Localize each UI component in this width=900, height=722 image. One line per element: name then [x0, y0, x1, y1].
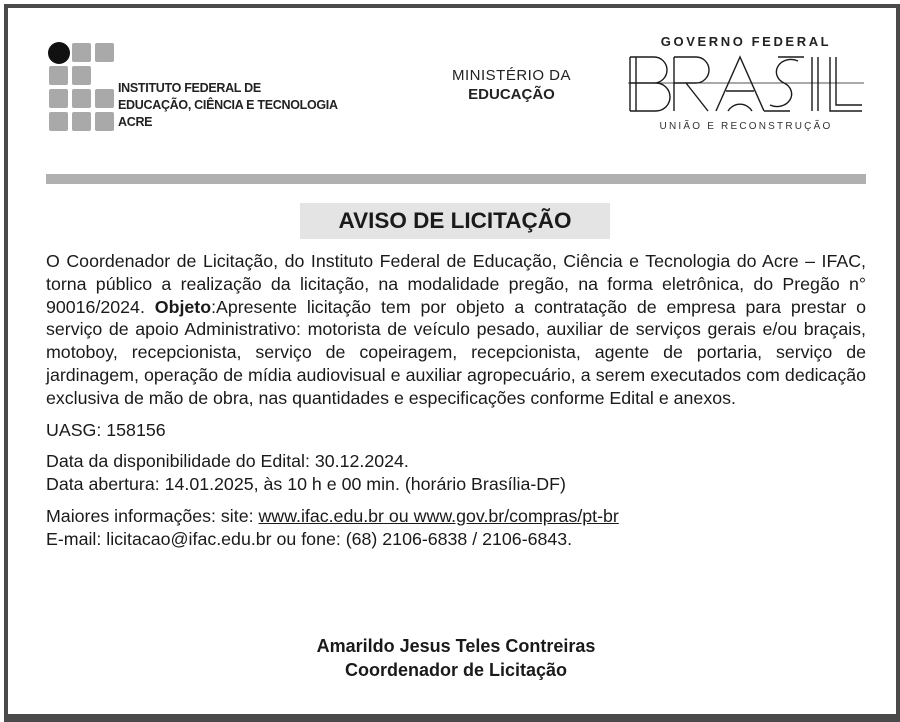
signatory-name: Amarildo Jesus Teles Contreiras	[316, 636, 596, 656]
info-prefix: Maiores informações: site:	[46, 505, 259, 526]
logo-cell	[72, 89, 91, 108]
logo-cell	[95, 89, 114, 108]
uasg-line: UASG: 158156	[46, 419, 166, 440]
gov-top-text: GOVERNO FEDERAL	[660, 34, 832, 49]
ifac-logo	[46, 40, 116, 132]
notice-title: AVISO DE LICITAÇÃO	[300, 203, 610, 239]
ministerio-line1: MINISTÉRIO DA	[452, 67, 572, 84]
email-line: E-mail: licitacao@ifac.edu.br ou fone: (68) 2106-6838 / 2106-6843.	[46, 528, 573, 549]
paragraph-intro: O Coordenador de Licitação, do Instituto Federal de Educação, Ciência e Tecnologia do Acre – IFAC, torna público a realização da licitação, na modalidade pregão, na forma eletrônica, do Pregão n° 90016/2024.	[46, 251, 866, 317]
availability-date-line: Data da disponibilidade do Edital: 30.12.2024.	[46, 451, 409, 472]
objeto-label: Objeto	[154, 296, 212, 317]
logo-cell	[72, 112, 91, 131]
paragraph-objeto: :Apresente licitação tem por objeto a contratação de empresa para prestar o serviço de apoio Administrativo: motorista de veículo pesado, auxiliar de serviços gerais e/ou braçais, motoboy, recepcionista, serviço de copeiragem, recepcionista, agente de portaria, serviço de jardinagem, operação de mídia audiovisual e auxiliar agropecuário, a serem executados com dedicação exclusiva de mão de obra, nas quantidades e especificações conforme Edital e anexos.	[46, 296, 866, 408]
logo-cell	[49, 112, 68, 131]
logo-cell	[95, 112, 114, 131]
brasil-wordmark-icon	[628, 55, 864, 113]
notice-body	[46, 250, 866, 551]
logo-cell	[72, 43, 91, 62]
ministerio-line2: EDUCAÇÃO	[468, 86, 555, 103]
ifac-name-line: INSTITUTO FEDERAL DE	[118, 81, 261, 95]
logo-cell	[49, 89, 68, 108]
info-site-links[interactable]: www.ifac.edu.br ou www.gov.br/compras/pt-br	[258, 505, 619, 526]
signature-block	[46, 634, 866, 682]
gov-bottom-text: UNIÃO E RECONSTRUÇÃO	[659, 121, 833, 132]
logo-cell	[95, 43, 114, 62]
logo-dot	[48, 42, 70, 64]
ministerio-educacao	[452, 66, 571, 104]
main-paragraph	[46, 250, 866, 410]
governo-federal-logo	[626, 34, 866, 132]
ifac-name-line: EDUCAÇÃO, CIÊNCIA E TECNOLOGIA	[118, 98, 338, 112]
logo-cell	[72, 66, 91, 85]
logo-cell	[49, 66, 68, 85]
header	[40, 36, 870, 156]
opening-date-line: Data abertura: 14.01.2025, às 10 h e 00 min. (horário Brasília-DF)	[46, 474, 566, 495]
ifac-name-line: ACRE	[118, 115, 153, 129]
ifac-institution-name	[118, 80, 338, 131]
header-divider	[46, 174, 866, 184]
info-line	[46, 505, 866, 528]
signatory-role: Coordenador de Licitação	[344, 660, 568, 680]
